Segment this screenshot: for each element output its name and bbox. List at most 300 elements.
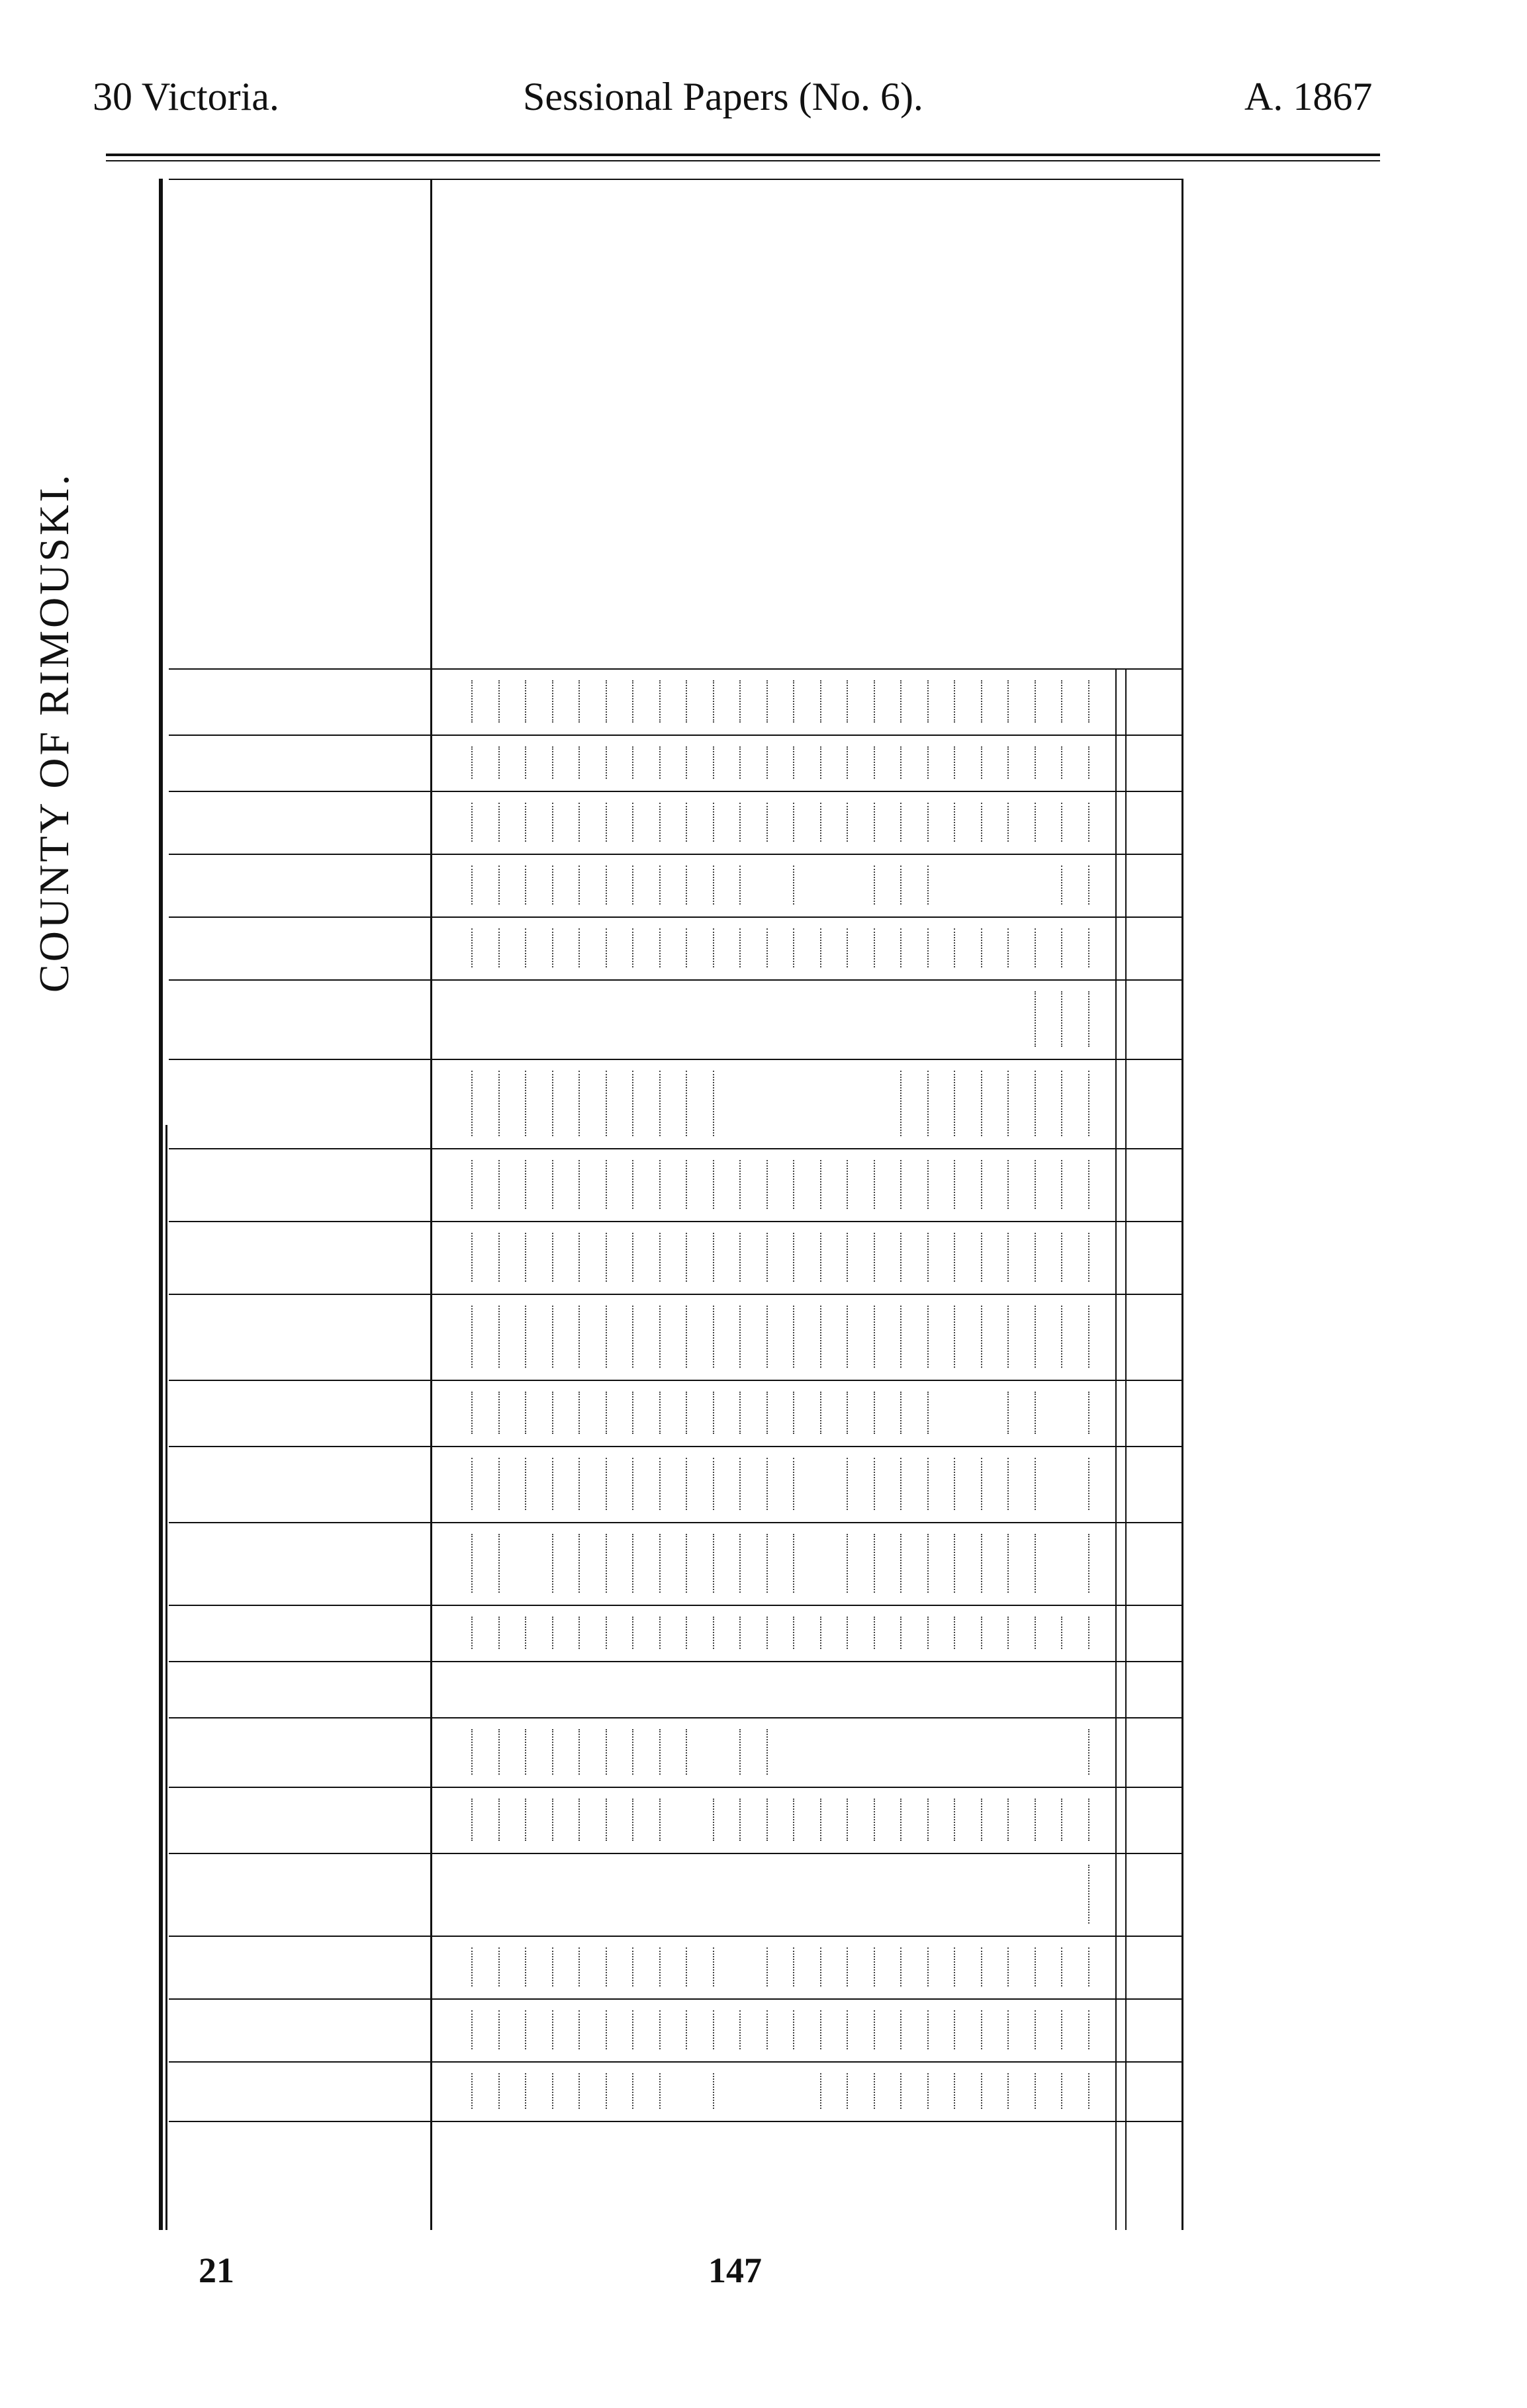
- empty-cell-leader: [739, 866, 742, 905]
- empty-cell-leader: [927, 746, 930, 779]
- empty-cell-leader: [793, 680, 796, 723]
- totals-divider: [1115, 668, 1117, 2230]
- empty-cell-leader: [632, 1617, 635, 1649]
- empty-cell-leader: [1061, 1306, 1064, 1368]
- header-center: Sessional Papers (No. 6).: [523, 75, 923, 118]
- empty-cell-leader: [766, 1534, 769, 1593]
- empty-cell-leader: [1088, 1617, 1091, 1649]
- empty-cell-leader: [1088, 1458, 1091, 1510]
- empty-cell-leader: [606, 1071, 608, 1136]
- empty-cell-leader: [525, 680, 528, 723]
- column-rule-tunny: [169, 1605, 1181, 1606]
- empty-cell-leader: [498, 1392, 501, 1434]
- empty-cell-leader: [900, 1799, 903, 1841]
- empty-cell-leader: [686, 1392, 688, 1434]
- empty-cell-leader: [874, 2010, 876, 2049]
- empty-cell-leader: [471, 680, 474, 723]
- empty-cell-leader: [552, 1799, 555, 1841]
- empty-cell-leader: [1061, 1947, 1064, 1986]
- empty-cell-leader: [498, 1947, 501, 1986]
- empty-cell-leader: [659, 1233, 662, 1282]
- empty-cell-leader: [874, 1458, 876, 1510]
- empty-cell-leader: [713, 746, 716, 779]
- empty-cell-leader: [900, 803, 903, 842]
- empty-cell-leader: [954, 1947, 956, 1986]
- empty-cell-leader: [981, 1799, 984, 1841]
- empty-cell-leader: [498, 1799, 501, 1841]
- empty-cell-leader: [659, 1071, 662, 1136]
- empty-cell-leader: [632, 1534, 635, 1593]
- empty-cell-leader: [900, 1071, 903, 1136]
- empty-cell-leader: [686, 746, 688, 779]
- column-rule-sardines: [169, 1717, 1181, 1718]
- empty-cell-leader: [900, 928, 903, 967]
- empty-cell-leader: [739, 1306, 742, 1368]
- empty-cell-leader: [659, 1458, 662, 1510]
- empty-cell-leader: [686, 1947, 688, 1986]
- column-rule-porpoise: [169, 1059, 1181, 1060]
- empty-cell-leader: [632, 1729, 635, 1775]
- empty-cell-leader: [766, 1160, 769, 1209]
- empty-cell-leader: [471, 1071, 474, 1136]
- empty-cell-leader: [552, 1458, 555, 1510]
- empty-cell-leader: [847, 1534, 849, 1593]
- empty-cell-leader: [606, 680, 608, 723]
- empty-cell-leader: [1007, 1233, 1010, 1282]
- empty-cell-leader: [552, 1306, 555, 1368]
- empty-cell-leader: [793, 1534, 796, 1593]
- empty-cell-leader: [471, 2073, 474, 2109]
- empty-cell-leader: [659, 680, 662, 723]
- empty-cell-leader: [525, 2010, 528, 2049]
- empty-cell-leader: [525, 1729, 528, 1775]
- empty-cell-leader: [900, 2010, 903, 2049]
- empty-cell-leader: [820, 1306, 823, 1368]
- empty-cell-leader: [1061, 746, 1064, 779]
- empty-cell-leader: [1035, 1071, 1037, 1136]
- empty-cell-leader: [820, 1233, 823, 1282]
- empty-cell-leader: [713, 1071, 716, 1136]
- empty-cell-leader: [874, 866, 876, 905]
- empty-cell-leader: [847, 746, 849, 779]
- empty-cell-leader: [793, 1947, 796, 1986]
- empty-cell-leader: [552, 803, 555, 842]
- empty-cell-leader: [552, 1160, 555, 1209]
- empty-cell-leader: [578, 1947, 581, 1986]
- empty-cell-leader: [713, 2010, 716, 2049]
- empty-cell-leader: [686, 1160, 688, 1209]
- empty-cell-leader: [1007, 2010, 1010, 2049]
- header-divider: [430, 179, 432, 2230]
- empty-cell-leader: [552, 1534, 555, 1593]
- empty-cell-leader: [471, 2010, 474, 2049]
- empty-cell-leader: [606, 1617, 608, 1649]
- empty-cell-leader: [1088, 680, 1091, 723]
- empty-cell-leader: [874, 928, 876, 967]
- empty-cell-leader: [847, 2010, 849, 2049]
- empty-cell-leader: [793, 746, 796, 779]
- empty-cell-leader: [1061, 1617, 1064, 1649]
- empty-cell-leader: [606, 1947, 608, 1986]
- empty-cell-leader: [874, 1160, 876, 1209]
- empty-cell-leader: [686, 1729, 688, 1775]
- empty-cell-leader: [981, 1947, 984, 1986]
- empty-cell-leader: [739, 1458, 742, 1510]
- empty-cell-leader: [847, 680, 849, 723]
- empty-cell-leader: [525, 803, 528, 842]
- empty-cell-leader: [578, 1071, 581, 1136]
- empty-cell-leader: [954, 746, 956, 779]
- empty-cell-leader: [1007, 1160, 1010, 1209]
- empty-cell-leader: [847, 1392, 849, 1434]
- empty-cell-leader: [525, 746, 528, 779]
- empty-cell-leader: [632, 1233, 635, 1282]
- empty-cell-leader: [471, 1947, 474, 1986]
- empty-cell-leader: [471, 1617, 474, 1649]
- empty-cell-leader: [1088, 803, 1091, 842]
- empty-cell-leader: [659, 1617, 662, 1649]
- empty-cell-leader: [1088, 866, 1091, 905]
- empty-cell-leader: [1061, 803, 1064, 842]
- empty-cell-leader: [820, 1160, 823, 1209]
- empty-cell-leader: [847, 1160, 849, 1209]
- empty-cell-leader: [471, 1458, 474, 1510]
- empty-cell-leader: [927, 1160, 930, 1209]
- empty-cell-leader: [1007, 1392, 1010, 1434]
- empty-cell-leader: [1035, 803, 1037, 842]
- empty-cell-leader: [686, 1534, 688, 1593]
- empty-cell-leader: [739, 2010, 742, 2049]
- empty-cell-leader: [981, 1306, 984, 1368]
- empty-cell-leader: [1061, 1071, 1064, 1136]
- empty-cell-leader: [686, 2010, 688, 2049]
- column-rule-capelin: [169, 854, 1181, 855]
- empty-cell-leader: [632, 2073, 635, 2109]
- empty-cell-leader: [981, 928, 984, 967]
- empty-cell-leader: [713, 1392, 716, 1434]
- column-rule-herring_manure: [169, 916, 1181, 918]
- empty-cell-leader: [471, 1160, 474, 1209]
- empty-cell-leader: [1061, 680, 1064, 723]
- empty-cell-leader: [632, 1799, 635, 1841]
- empty-cell-leader: [1088, 1160, 1091, 1209]
- empty-cell-leader: [632, 1392, 635, 1434]
- empty-cell-leader: [632, 866, 635, 905]
- empty-cell-leader: [632, 2010, 635, 2049]
- empty-cell-leader: [1035, 2010, 1037, 2049]
- empty-cell-leader: [793, 2010, 796, 2049]
- empty-cell-leader: [766, 746, 769, 779]
- empty-cell-leader: [713, 680, 716, 723]
- empty-cell-leader: [739, 1160, 742, 1209]
- empty-cell-leader: [766, 1306, 769, 1368]
- empty-cell-leader: [739, 746, 742, 779]
- empty-cell-leader: [1061, 991, 1064, 1047]
- empty-cell-leader: [1035, 680, 1037, 723]
- empty-cell-leader: [874, 1306, 876, 1368]
- empty-cell-leader: [793, 1233, 796, 1282]
- empty-cell-leader: [954, 1534, 956, 1593]
- empty-cell-leader: [981, 680, 984, 723]
- empty-cell-leader: [659, 1160, 662, 1209]
- empty-cell-leader: [525, 928, 528, 967]
- empty-cell-leader: [1088, 1306, 1091, 1368]
- empty-cell-leader: [820, 1947, 823, 1986]
- empty-cell-leader: [1035, 1534, 1037, 1593]
- empty-cell-leader: [578, 866, 581, 905]
- empty-cell-leader: [498, 1617, 501, 1649]
- empty-cell-leader: [578, 2010, 581, 2049]
- empty-cell-leader: [686, 1458, 688, 1510]
- column-rule-flounders: [169, 1661, 1181, 1662]
- empty-cell-leader: [659, 1947, 662, 1986]
- empty-cell-leader: [766, 1392, 769, 1434]
- empty-cell-leader: [793, 1160, 796, 1209]
- empty-cell-leader: [900, 1947, 903, 1986]
- empty-cell-leader: [659, 2073, 662, 2109]
- empty-cell-leader: [525, 1160, 528, 1209]
- empty-cell-leader: [981, 1458, 984, 1510]
- empty-cell-leader: [659, 746, 662, 779]
- empty-cell-leader: [900, 1306, 903, 1368]
- empty-cell-leader: [471, 746, 474, 779]
- empty-cell-leader: [981, 746, 984, 779]
- column-rule-smoked: [169, 1787, 1181, 1788]
- empty-cell-leader: [981, 1534, 984, 1593]
- table-border-left: [159, 179, 163, 2230]
- empty-cell-leader: [1035, 928, 1037, 967]
- empty-cell-leader: [847, 1306, 849, 1368]
- empty-cell-leader: [874, 1233, 876, 1282]
- empty-cell-leader: [606, 1534, 608, 1593]
- empty-cell-leader: [552, 2010, 555, 2049]
- empty-cell-leader: [766, 1617, 769, 1649]
- column-rule-flatfish: [169, 791, 1181, 792]
- empty-cell-leader: [954, 1233, 956, 1282]
- empty-cell-leader: [927, 2010, 930, 2049]
- empty-cell-leader: [766, 1729, 769, 1775]
- empty-cell-leader: [927, 1071, 930, 1136]
- empty-cell-leader: [900, 2073, 903, 2109]
- empty-cell-leader: [954, 2010, 956, 2049]
- empty-cell-leader: [498, 866, 501, 905]
- column-rule-seal: [169, 1221, 1181, 1222]
- empty-cell-leader: [498, 928, 501, 967]
- empty-cell-leader: [981, 1160, 984, 1209]
- empty-cell-leader: [1088, 746, 1091, 779]
- empty-cell-leader: [578, 1306, 581, 1368]
- empty-cell-leader: [659, 1534, 662, 1593]
- header-rule-bottom: [106, 160, 1380, 161]
- empty-cell-leader: [552, 1729, 555, 1775]
- column-rule-trout: [169, 1446, 1181, 1447]
- empty-cell-leader: [632, 1458, 635, 1510]
- empty-cell-leader: [1007, 746, 1010, 779]
- empty-cell-leader: [1061, 2010, 1064, 2049]
- empty-cell-leader: [606, 1729, 608, 1775]
- totals-divider-2: [1125, 668, 1127, 2230]
- empty-cell-leader: [578, 928, 581, 967]
- empty-cell-leader: [1088, 1534, 1091, 1593]
- empty-cell-leader: [1035, 991, 1037, 1047]
- empty-cell-leader: [498, 1306, 501, 1368]
- empty-cell-leader: [847, 928, 849, 967]
- empty-cell-leader: [1035, 1392, 1037, 1434]
- table-border-left-inner: [165, 1125, 167, 2230]
- empty-cell-leader: [632, 1947, 635, 1986]
- empty-cell-leader: [713, 1799, 716, 1841]
- empty-cell-leader: [632, 680, 635, 723]
- empty-cell-leader: [981, 1071, 984, 1136]
- empty-cell-leader: [1061, 866, 1064, 905]
- empty-cell-leader: [713, 1160, 716, 1209]
- empty-cell-leader: [847, 1799, 849, 1841]
- empty-cell-leader: [498, 1534, 501, 1593]
- empty-cell-leader: [525, 1233, 528, 1282]
- empty-cell-leader: [874, 1617, 876, 1649]
- empty-cell-leader: [793, 1392, 796, 1434]
- empty-cell-leader: [954, 1160, 956, 1209]
- empty-cell-leader: [927, 1534, 930, 1593]
- empty-cell-leader: [1035, 1233, 1037, 1282]
- empty-cell-leader: [471, 1534, 474, 1593]
- empty-cell-leader: [927, 803, 930, 842]
- empty-cell-leader: [793, 803, 796, 842]
- empty-cell-leader: [713, 2073, 716, 2109]
- empty-cell-leader: [498, 803, 501, 842]
- column-rule-ling: [169, 1998, 1181, 2000]
- empty-cell-leader: [525, 866, 528, 905]
- empty-cell-leader: [632, 803, 635, 842]
- empty-cell-leader: [820, 746, 823, 779]
- empty-cell-leader: [739, 1799, 742, 1841]
- empty-cell-leader: [820, 1617, 823, 1649]
- empty-cell-leader: [820, 2010, 823, 2049]
- column-rule-haddock: [169, 2061, 1181, 2063]
- empty-cell-leader: [552, 1233, 555, 1282]
- empty-cell-leader: [739, 1392, 742, 1434]
- empty-cell-leader: [1088, 1729, 1091, 1775]
- empty-cell-leader: [659, 2010, 662, 2049]
- empty-cell-leader: [606, 1306, 608, 1368]
- empty-cell-leader: [606, 803, 608, 842]
- empty-cell-leader: [981, 1233, 984, 1282]
- empty-cell-leader: [578, 1160, 581, 1209]
- empty-cell-leader: [471, 1799, 474, 1841]
- empty-cell-leader: [525, 1799, 528, 1841]
- empty-cell-leader: [606, 1799, 608, 1841]
- empty-cell-leader: [471, 928, 474, 967]
- empty-cell-leader: [1007, 1947, 1010, 1986]
- empty-cell-leader: [471, 1233, 474, 1282]
- empty-cell-leader: [900, 866, 903, 905]
- empty-cell-leader: [739, 1534, 742, 1593]
- empty-cell-leader: [927, 1306, 930, 1368]
- empty-cell-leader: [713, 1534, 716, 1593]
- empty-cell-leader: [686, 928, 688, 967]
- empty-cell-leader: [578, 1617, 581, 1649]
- empty-cell-leader: [552, 1392, 555, 1434]
- column-rule-herring: [169, 1853, 1181, 1854]
- empty-cell-leader: [659, 1799, 662, 1841]
- empty-cell-leader: [766, 1233, 769, 1282]
- empty-cell-leader: [847, 1458, 849, 1510]
- empty-cell-leader: [1035, 1160, 1037, 1209]
- empty-cell-leader: [713, 803, 716, 842]
- empty-cell-leader: [659, 1729, 662, 1775]
- empty-cell-leader: [900, 746, 903, 779]
- empty-cell-leader: [578, 803, 581, 842]
- empty-cell-leader: [766, 1799, 769, 1841]
- empty-cell-leader: [1088, 1865, 1091, 1924]
- empty-cell-leader: [900, 680, 903, 723]
- empty-cell-leader: [847, 2073, 849, 2109]
- empty-cell-leader: [766, 680, 769, 723]
- empty-cell-leader: [1088, 1799, 1091, 1841]
- empty-cell-leader: [766, 2010, 769, 2049]
- empty-cell-leader: [874, 1392, 876, 1434]
- empty-cell-leader: [874, 1799, 876, 1841]
- empty-cell-leader: [606, 746, 608, 779]
- empty-cell-leader: [525, 1947, 528, 1986]
- empty-cell-leader: [874, 1947, 876, 1986]
- empty-cell-leader: [578, 1729, 581, 1775]
- empty-cell-leader: [713, 928, 716, 967]
- empty-cell-leader: [686, 1306, 688, 1368]
- empty-cell-leader: [927, 928, 930, 967]
- empty-cell-leader: [686, 1617, 688, 1649]
- empty-cell-leader: [632, 746, 635, 779]
- table-title: COUNTY OF RIMOUSKI.: [30, 472, 77, 993]
- empty-cell-leader: [874, 680, 876, 723]
- empty-cell-leader: [525, 1392, 528, 1434]
- empty-cell-leader: [686, 1233, 688, 1282]
- empty-cell-leader: [954, 2073, 956, 2109]
- empty-cell-leader: [981, 2073, 984, 2109]
- empty-cell-leader: [820, 2073, 823, 2109]
- empty-cell-leader: [954, 1071, 956, 1136]
- header-right: A. 1867: [1244, 75, 1373, 118]
- column-rule-smelt: [169, 735, 1181, 736]
- empty-cell-leader: [766, 928, 769, 967]
- empty-cell-leader: [820, 680, 823, 723]
- empty-cell-leader: [498, 680, 501, 723]
- empty-cell-leader: [739, 803, 742, 842]
- empty-cell-leader: [525, 1306, 528, 1368]
- empty-cell-leader: [606, 1392, 608, 1434]
- empty-cell-leader: [498, 1071, 501, 1136]
- empty-cell-leader: [525, 1458, 528, 1510]
- empty-cell-leader: [632, 1071, 635, 1136]
- empty-cell-leader: [900, 1233, 903, 1282]
- empty-cell-leader: [793, 928, 796, 967]
- column-header-stickle: [226, 529, 285, 668]
- empty-cell-leader: [739, 1729, 742, 1775]
- empty-cell-leader: [793, 1306, 796, 1368]
- empty-cell-leader: [632, 928, 635, 967]
- empty-cell-leader: [1007, 928, 1010, 967]
- empty-cell-leader: [739, 680, 742, 723]
- empty-cell-leader: [847, 1947, 849, 1986]
- empty-cell-leader: [713, 1306, 716, 1368]
- empty-cell-leader: [1088, 2073, 1091, 2109]
- empty-cell-leader: [793, 1799, 796, 1841]
- empty-cell-leader: [578, 2073, 581, 2109]
- empty-cell-leader: [900, 1617, 903, 1649]
- empty-cell-leader: [713, 1233, 716, 1282]
- header-left: 30 Victoria.: [93, 75, 279, 118]
- empty-cell-leader: [525, 1071, 528, 1136]
